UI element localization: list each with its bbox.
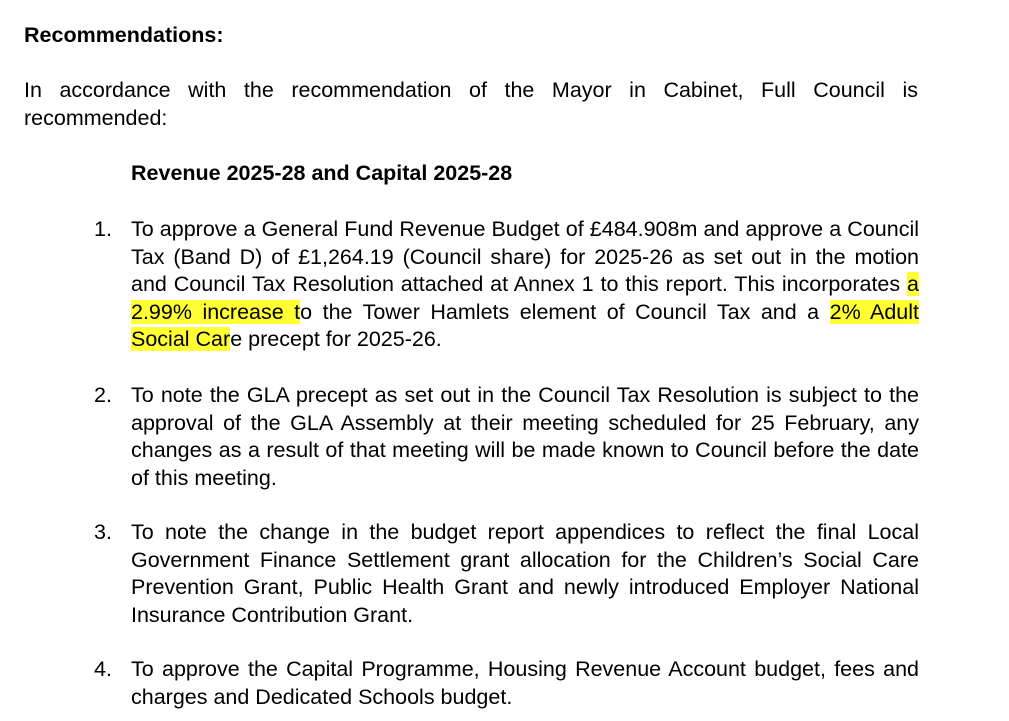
- subheading: Revenue 2025-28 and Capital 2025-28: [131, 161, 513, 185]
- recommendation-item-2: [94, 382, 919, 492]
- recommendation-item-3: [94, 519, 919, 629]
- item-text: To approve the Capital Programme, Housing Revenue Account budget, fees and charges and Dedicated Schools budget.: [131, 657, 919, 709]
- highlighted-text-adult-social-care: 2% Adult Social Car: [131, 299, 919, 351]
- recommendation-item-1: [94, 216, 919, 354]
- item-text: To note the GLA precept as set out in the Council Tax Resolution is subject to the approval of the GLA Assembly at their meeting scheduled for 25 February, any changes as a result of that meeting will be made known to Council before the date of this meeting.: [131, 383, 919, 490]
- recommendation-item-4: [94, 656, 919, 711]
- item-text: To note the change in the budget report appendices to reflect the final Local Government Finance Settlement grant allocation for the Children’s Social Care Prevention Grant, Public Health Grant and newly introduced Employer National Insurance Contribution Grant.: [131, 520, 919, 627]
- highlighted-text-increase: a 2.99% increase t: [131, 272, 919, 324]
- item-number: 1.: [94, 217, 112, 241]
- section-heading: Recommendations:: [24, 23, 224, 47]
- item-number: 2.: [94, 383, 112, 407]
- item-text-part: e precept for 2025-26.: [230, 327, 442, 351]
- item-text-part: o the Tower Hamlets element of Council Tax and a: [300, 299, 830, 324]
- item-number: 3.: [94, 520, 112, 544]
- item-text: [131, 216, 919, 354]
- item-number: 4.: [94, 657, 112, 681]
- item-text-part: To approve a General Fund Revenue Budget of £484.908m and approve a Council Tax (Band D) of £1,264.19 (Council share) for 2025-26 as set out in the motion and Council Tax Resolution attached at Annex 1 to this report. This incorporates: [131, 217, 919, 296]
- intro-paragraph: In accordance with the recommendation of the Mayor in Cabinet, Full Council is recommended:: [24, 78, 918, 130]
